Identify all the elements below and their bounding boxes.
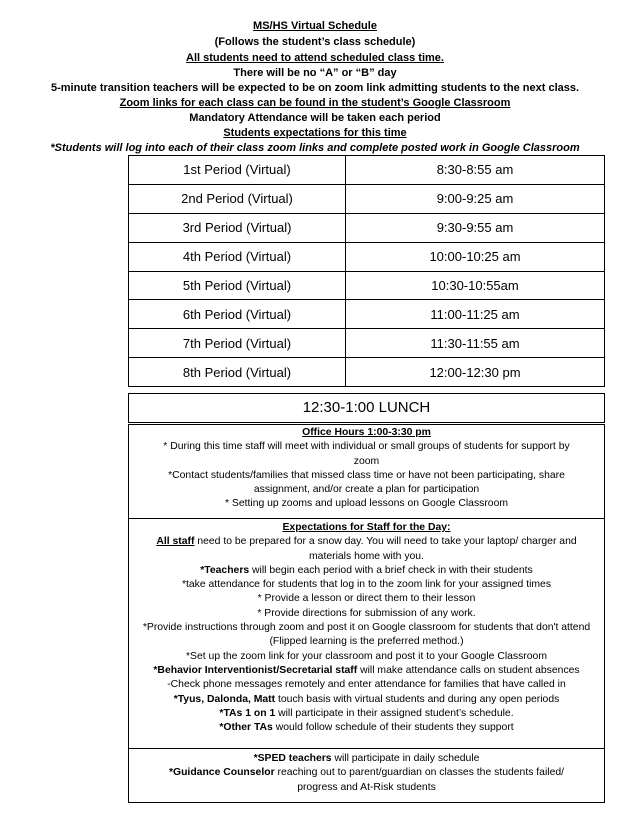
expectation-text: will participate in their assigned student’s schedule.: [275, 707, 514, 719]
expectation-text: need to be prepared for a snow day. You will need to take your laptop/ charger and materials home with you.: [194, 536, 577, 562]
expectation-item: *take attendance for students that log in to the zoom link for your assigned times: [181, 579, 552, 591]
tas-label: *TAs 1 on 1: [219, 707, 276, 719]
page-title: MS/HS Virtual Schedule: [253, 20, 377, 32]
table-row: [129, 242, 605, 271]
time-cell: 9:30-9:55 am: [346, 213, 605, 242]
expectation-item: [129, 693, 604, 707]
expectation-item: *Provide instructions through zoom and post it on Google classroom for students that don't attend: [142, 622, 591, 634]
header-line: Mandatory Attendance will be taken each period: [189, 112, 441, 124]
table-row: [129, 329, 605, 358]
expectation-item: *Set up the zoom link for your classroom and post it to your Google Classroom: [186, 650, 547, 662]
period-cell: 7th Period (Virtual): [129, 329, 346, 358]
table-row: [129, 213, 605, 242]
table-row: [129, 358, 605, 387]
header-line: There will be no “A” or “B” day: [233, 67, 397, 79]
sped-box: [128, 748, 605, 803]
header-line: 5-minute transition teachers will be expected to be on zoom link admitting students to the next class.: [50, 82, 580, 94]
header-line: (Follows the student’s class schedule): [214, 36, 416, 48]
sped-item: [129, 766, 604, 795]
time-cell: 11:00-11:25 am: [346, 300, 605, 329]
expectation-item: [129, 721, 604, 735]
all-staff-label: All staff: [156, 536, 195, 548]
header-line: Zoom links for each class can be found in the student’s Google Classroom: [119, 97, 511, 109]
header-line: Students expectations for this time: [223, 127, 407, 139]
other-tas-label: *Other TAs: [219, 722, 273, 734]
time-cell: 8:30-8:55 am: [346, 156, 605, 185]
expectation-text: will begin each period with a brief check in with their students: [249, 564, 533, 576]
table-row: [129, 300, 605, 329]
expectation-text: would follow schedule of their students they support: [272, 722, 514, 734]
time-cell: 11:30-11:55 am: [346, 329, 605, 358]
time-cell: 12:00-12:30 pm: [346, 358, 605, 387]
sped-text: reaching out to parent/guardian on classes the students failed/ progress and At-Risk students: [274, 767, 565, 793]
schedule-table: [128, 155, 605, 387]
expectation-text: touch basis with virtual students and during any open periods: [275, 693, 560, 705]
header-line: All students need to attend scheduled class time.: [186, 52, 444, 64]
table-row: [129, 184, 605, 213]
header-line: *Students will log into each of their class zoom links and complete posted work in Google Classroom: [50, 142, 580, 154]
period-cell: 4th Period (Virtual): [129, 242, 346, 271]
period-cell: 6th Period (Virtual): [129, 300, 346, 329]
expectation-item: [129, 535, 604, 564]
time-cell: 10:30-10:55am: [346, 271, 605, 300]
sped-text: will participate in daily schedule: [331, 753, 480, 764]
period-cell: 3rd Period (Virtual): [129, 213, 346, 242]
expectation-item: [129, 564, 604, 578]
expectation-item: * Provide directions for submission of any work.: [257, 607, 476, 619]
time-cell: 10:00-10:25 am: [346, 242, 605, 271]
guidance-label: *Guidance Counselor: [168, 767, 275, 779]
period-cell: 1st Period (Virtual): [129, 156, 346, 185]
office-hours-box: [128, 424, 605, 519]
period-cell: 8th Period (Virtual): [129, 358, 346, 387]
office-hours-item: * Setting up zooms and upload lessons on Google Classroom: [224, 498, 509, 510]
staff-names-label: *Tyus, Dalonda, Matt: [173, 693, 276, 705]
staff-expectations-box: [128, 518, 605, 749]
expectation-item: [129, 707, 604, 721]
office-hours-item: * During this time staff will meet with individual or small groups of students for support by zoom: [163, 441, 570, 467]
table-row: [129, 271, 605, 300]
time-cell: 9:00-9:25 am: [346, 184, 605, 213]
lunch-box: 12:30-1:00 LUNCH: [128, 393, 605, 423]
behavior-label: *Behavior Interventionist/Secretarial staff: [153, 664, 358, 676]
teachers-label: *Teachers: [200, 564, 250, 576]
expectation-item: -Check phone messages remotely and enter attendance for families that have called in: [167, 679, 566, 691]
office-hours-title: Office Hours 1:00-3:30 pm: [302, 427, 431, 438]
period-cell: 5th Period (Virtual): [129, 271, 346, 300]
table-row: [129, 156, 605, 185]
expectation-item: * Provide a lesson or direct them to their lesson: [257, 593, 476, 605]
expectation-text: will make attendance calls on student absences: [357, 664, 580, 676]
expectation-item: (Flipped learning is the preferred method.): [269, 636, 464, 648]
period-cell: 2nd Period (Virtual): [129, 184, 346, 213]
sped-label: *SPED teachers: [253, 753, 332, 764]
expectation-item: [129, 664, 604, 678]
office-hours-item: *Contact students/families that missed class time or have not been participating, share assignment, and/or create a plan for participation: [168, 469, 565, 496]
expectations-title: Expectations for Staff for the Day:: [282, 522, 451, 533]
sped-item: [129, 752, 604, 766]
